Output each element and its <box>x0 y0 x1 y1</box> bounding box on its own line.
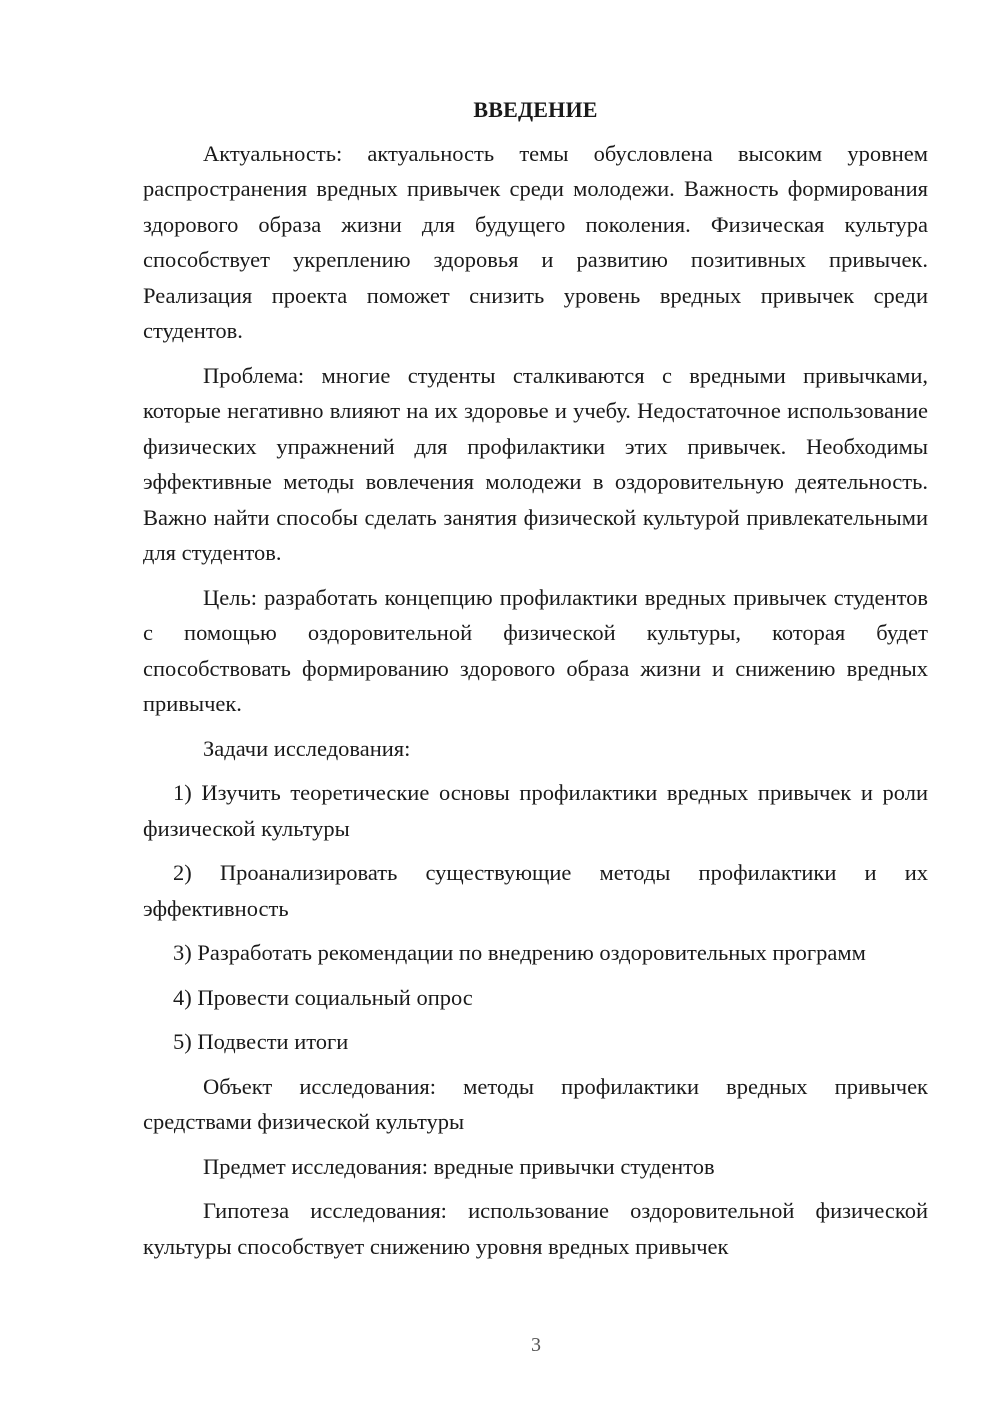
list-item-task-3: 3) Разработать рекомендации по внедрению оздоровительных программ <box>173 940 866 965</box>
list-item-task-2: 2) Проанализировать существующие методы профилактики и их эффективность <box>143 860 928 921</box>
page-number: 3 <box>531 1334 541 1356</box>
section-heading: ВВЕДЕНИЕ <box>473 97 598 122</box>
paragraph-goal: Цель: разработать концепцию профилактики вредных привычек студентов с помощью оздоровительной физической культуры, которая будет способствовать формированию здорового образа жизни и снижению вредных привычек. <box>143 584 928 716</box>
list-item-task-5: 5) Подвести итоги <box>173 1029 349 1054</box>
paragraph-object: Объект исследования: методы профилактики вредных привычек средствами физической культуры <box>143 1073 928 1134</box>
paragraph-subject: Предмет исследования: вредные привычки студентов <box>203 1153 715 1179</box>
paragraph-hypothesis: Гипотеза исследования: использование оздоровительной физической культуры способствует снижению уровня вредных привычек <box>143 1198 928 1259</box>
page-content <box>143 92 928 1264</box>
paragraph-relevance: Актуальность: актуальность темы обусловлена высоким уровнем распространения вредных привычек среди молодежи. Важность формирования здорового образа жизни для будущего поколения. Физическая культура способствует укреплению здоровья и развитию позитивных привычек. Реализация проекта поможет снизить уровень вредных привычек среди студентов. <box>143 140 928 343</box>
list-item-task-4: 4) Провести социальный опрос <box>173 984 473 1010</box>
paragraph-problem: Проблема: многие студенты сталкиваются с вредными привычками, которые негативно влияют на их здоровье и учебу. Недостаточное использование физических упражнений для профилактики этих привычек. Необходимы эффективные методы вовлечения молодежи в оздоровительную деятельность. Важно найти способы сделать занятия физической культурой привлекательными для студентов. <box>143 362 928 565</box>
list-item-task-1: 1) Изучить теоретические основы профилактики вредных привычек и роли физической культуры <box>143 780 928 841</box>
paragraph-tasks-title: Задачи исследования: <box>203 735 411 761</box>
